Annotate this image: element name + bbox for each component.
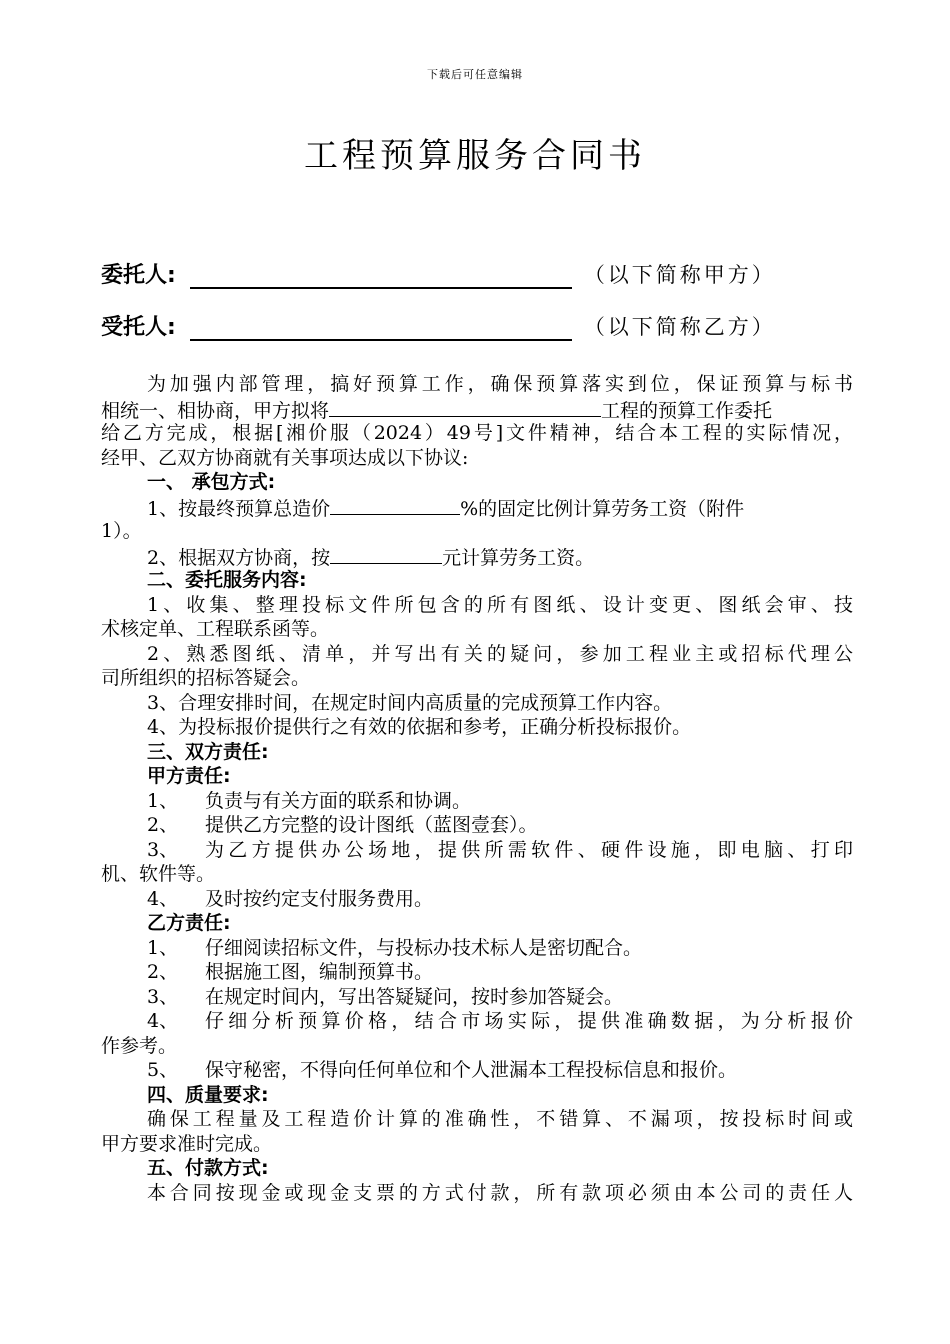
header-note: 下载后可任意编辑 <box>427 68 523 81</box>
clause-line: 1）。 <box>101 520 142 542</box>
list-item-continuation: 作参考。 <box>101 1034 178 1057</box>
list-item: 1、 仔细阅读招标文件，与投标办技术标人是密切配合。 <box>147 936 643 959</box>
client-line <box>101 258 776 289</box>
list-item: 3、 为乙方提供办公场地，提供所需软件、硬件设施，即电脑、打印 <box>147 838 853 861</box>
intro-line: 经甲、乙双方协商就有关事项达成以下协议: <box>101 446 469 469</box>
list-item: 1、 负责与有关方面的联系和协调。 <box>147 789 472 812</box>
client-label: 委托人: <box>101 263 176 288</box>
list-item-continuation: 机、软件等。 <box>101 863 216 885</box>
clause-line: 甲方要求准时完成。 <box>101 1132 273 1155</box>
clause-line: 3、合理安排时间，在规定时间内高质量的完成预算工作内容。 <box>147 691 673 714</box>
list-item: 4、 及时按约定支付服务费用。 <box>147 887 434 910</box>
section-heading: 五、付款方式: <box>147 1157 269 1179</box>
intro-line: 为加强内部管理，搞好预算工作，确保预算落实到位，保证预算与标书 <box>147 373 853 395</box>
contract-body <box>101 372 853 1205</box>
list-item: 3、 在规定时间内，写出答疑疑问，按时参加答疑会。 <box>147 985 624 1008</box>
clause-line: 4、为投标报价提供行之有效的依据和参考，正确分析投标报价。 <box>147 716 692 738</box>
client-note: （以下简称甲方） <box>583 263 776 287</box>
clause-line: 2、熟悉图纸、清单，并写出有关的疑问，参加工程业主或招标代理公 <box>147 642 853 665</box>
intro-line: 相统一、相协商，甲方拟将 工程的预算工作委托 <box>101 397 853 422</box>
clause-line: 确保工程量及工程造价计算的准确性，不错算、不漏项，按投标时间或 <box>147 1108 853 1130</box>
section-heading: 一、 承包方式: <box>147 471 276 493</box>
list-item: 2、 提供乙方完整的设计图纸（蓝图壹套）。 <box>147 814 538 836</box>
section-heading: 二、委托服务内容: <box>147 569 307 591</box>
contractor-label: 受托人: <box>101 315 176 340</box>
subsection-heading: 乙方责任: <box>147 912 231 934</box>
document-title: 工程预算服务合同书 <box>304 136 646 176</box>
contractor-line <box>101 310 776 341</box>
clause-line: 本合同按现金或现金支票的方式付款，所有款项必须由本公司的责任人 <box>147 1181 853 1204</box>
section-heading: 三、双方责任: <box>147 740 269 763</box>
clause-line: 2、根据双方协商，按 元计算劳务工资。 <box>101 544 853 569</box>
list-item: 4、 仔细分析预算价格，结合市场实际，提供准确数据，为分析报价 <box>147 1010 853 1032</box>
clause-line: 1、按最终预算总造价 %的固定比例计算劳务工资（附件 <box>101 495 853 520</box>
subsection-heading: 甲方责任: <box>147 765 231 787</box>
list-item: 5、 保守秘密，不得向任何单位和个人泄漏本工程投标信息和报价。 <box>147 1059 738 1081</box>
section-heading: 四、质量要求: <box>147 1083 269 1106</box>
clause-line: 1、收集、整理投标文件所包含的所有图纸、设计变更、图纸会审、技 <box>147 593 853 616</box>
contractor-name-blank <box>190 317 572 341</box>
amount-blank <box>330 544 442 564</box>
clause-line: 术核定单、工程联系函等。 <box>101 618 330 640</box>
intro-line: 给乙方完成，根据[湘价服（2024）49号]文件精神，结合本工程的实际情况， <box>101 422 853 444</box>
client-name-blank <box>190 265 572 289</box>
clause-line: 司所组织的招标答疑会。 <box>101 667 311 689</box>
project-name-blank <box>329 397 601 417</box>
contractor-note: （以下简称乙方） <box>583 315 776 339</box>
list-item: 2、 根据施工图，编制预算书。 <box>147 961 434 983</box>
percentage-blank <box>330 495 460 515</box>
